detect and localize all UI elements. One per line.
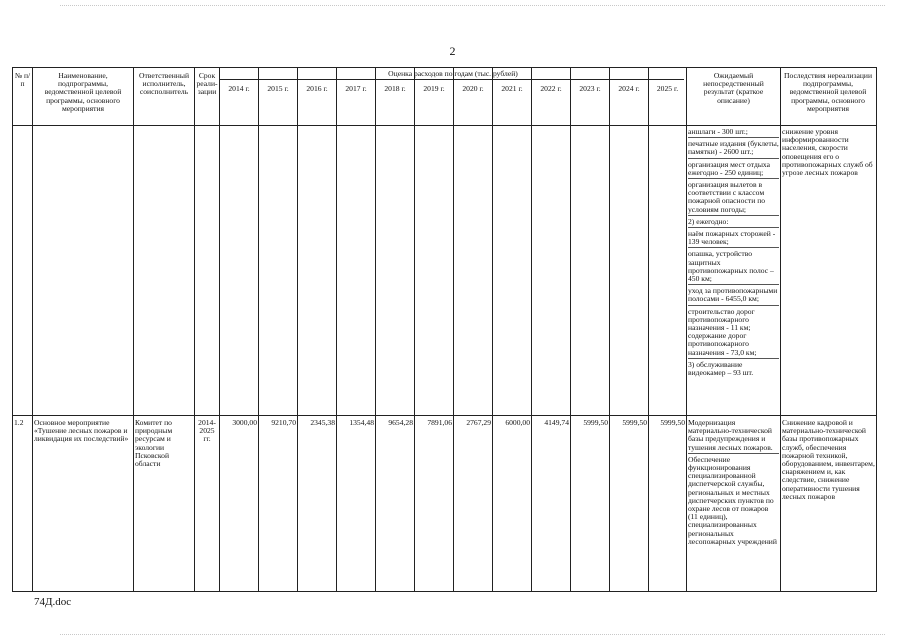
expense-2024: 5999,50 xyxy=(622,419,647,427)
result-paragraph: организация вылетов в соответствии с классом пожарной опасности по условиям погоды; xyxy=(688,181,779,216)
result-paragraph: наём пожарных сторожей - 139 человек; xyxy=(688,230,779,248)
expense-2025: 5999,50 xyxy=(660,419,685,427)
expense-table xyxy=(12,67,877,592)
table-divider xyxy=(780,68,781,591)
result-paragraph: строительство дорог противопожарного назначения - 11 км; содержание дорог противопожарного назначения - 73,0 км; xyxy=(688,308,779,359)
table-divider xyxy=(219,79,684,80)
header-year: 2022 г. xyxy=(540,85,562,93)
scan-artifact-top xyxy=(60,5,885,7)
table-divider xyxy=(133,68,134,591)
table-divider xyxy=(453,68,454,591)
expense-2016: 2345,38 xyxy=(310,419,335,427)
table-divider xyxy=(258,68,259,591)
expense-2020: 2767,29 xyxy=(466,419,491,427)
implementation-term: 2014-2025 гг. xyxy=(198,419,216,444)
result-paragraph: организация мест отдыха ежегодно - 250 единиц; xyxy=(688,161,779,179)
result-paragraph: уход за противопожарными полосами - 6455,0 км; xyxy=(688,287,779,305)
header-year: 2016 г. xyxy=(306,85,328,93)
consequence: Снижение кадровой и материально-технической базы противопожарных служб, обеспечения пожарной техникой, оборудованием, инвентарем, снаряжением и, как следствие, снижение оперативности тушения лесных пожаров xyxy=(782,419,875,501)
table-divider xyxy=(609,68,610,591)
table-divider xyxy=(194,68,195,591)
result-paragraph: Обеспечение функционирования специализированной диспетчерской службы, региональных и местных диспетчерских пунктов по охране лесов от пожаров (11 единиц), специализированных региональных лесопожарных учреждений xyxy=(688,454,777,546)
expense-2021: 6000,00 xyxy=(505,419,530,427)
table-divider xyxy=(297,68,298,591)
header-term: Срок реали-зации xyxy=(196,72,218,97)
table-divider xyxy=(686,68,687,591)
header-year: 2014 г. xyxy=(228,85,250,93)
table-divider xyxy=(375,68,376,591)
result-description xyxy=(688,419,779,591)
result-description-continued xyxy=(688,128,779,414)
header-num: № п/п xyxy=(14,72,31,89)
table-divider xyxy=(648,68,649,591)
responsible-executor: Комитет по природным ресурсам и экологии Псковской области xyxy=(135,419,173,469)
expense-2019: 7891,06 xyxy=(427,419,452,427)
header-expense: Оценка расходов по годам (тыс. рублей) xyxy=(388,70,518,78)
header-responsible: Ответственный исполнитель, соисполнитель xyxy=(138,72,190,97)
consequence-continued: снижение уровня информированности населения, скорости оповещения его о противопожарных служб об угрозе лесных пожаров xyxy=(782,128,873,178)
result-paragraph: Модернизация материально-технической базы предупреждения и тушения лесных пожаров. xyxy=(688,419,779,454)
table-divider xyxy=(492,68,493,591)
result-paragraph: 3) обслуживание видеокамер – 93 шт. xyxy=(688,359,754,378)
header-result: Ожидаемый непосредственный результат (краткое описание) xyxy=(703,72,764,105)
header-consequence: Последствия нереализации подпрограммы, ведомственной целевой программы, основного мероприятия xyxy=(783,72,873,113)
result-paragraph: опашка, устройство защитных противопожарных полос – 450 км; xyxy=(688,250,779,285)
table-divider xyxy=(570,68,571,591)
expense-2014: 3000,00 xyxy=(232,419,257,427)
expense-2018: 9654,28 xyxy=(388,419,413,427)
file-name: 74Д.doc xyxy=(34,596,72,608)
table-divider xyxy=(13,125,876,126)
result-paragraph: аншлаги - 300 шт.; xyxy=(688,128,779,138)
expense-2015: 9210,70 xyxy=(271,419,296,427)
header-year: 2019 г. xyxy=(423,85,445,93)
header-name: Наименование, подпрограммы, ведомственной целевой программы, основного мероприятия xyxy=(44,72,122,113)
scan-artifact-bottom xyxy=(60,634,885,636)
header-year: 2025 г. xyxy=(656,85,679,93)
expense-2022: 4149,74 xyxy=(544,419,569,427)
row-number: 1.2 xyxy=(14,419,24,427)
table-divider xyxy=(531,68,532,591)
table-divider xyxy=(219,68,220,591)
expense-2023: 5999,50 xyxy=(583,419,608,427)
header-year: 2020 г. xyxy=(462,85,484,93)
header-year: 2015 г. xyxy=(267,85,289,93)
header-year: 2021 г. xyxy=(501,85,523,93)
expense-2017: 1354,48 xyxy=(349,419,374,427)
activity-name: Основное мероприятие «Тушение лесных пожаров и ликвидация их последствий» xyxy=(34,419,129,444)
table-divider xyxy=(414,68,415,591)
header-year: 2024 г. xyxy=(618,85,640,93)
header-year: 2018 г. xyxy=(384,85,406,93)
table-divider xyxy=(32,68,33,591)
table-divider xyxy=(13,415,876,416)
header-year: 2023 г. xyxy=(579,85,601,93)
result-paragraph: печатные издания (буклеты, памятки) - 2600 шт.; xyxy=(688,140,779,158)
result-paragraph: 2) ежегодно: xyxy=(688,218,779,228)
header-year: 2017 г. xyxy=(345,85,367,93)
table-divider xyxy=(336,68,337,591)
page-number: 2 xyxy=(449,44,456,58)
